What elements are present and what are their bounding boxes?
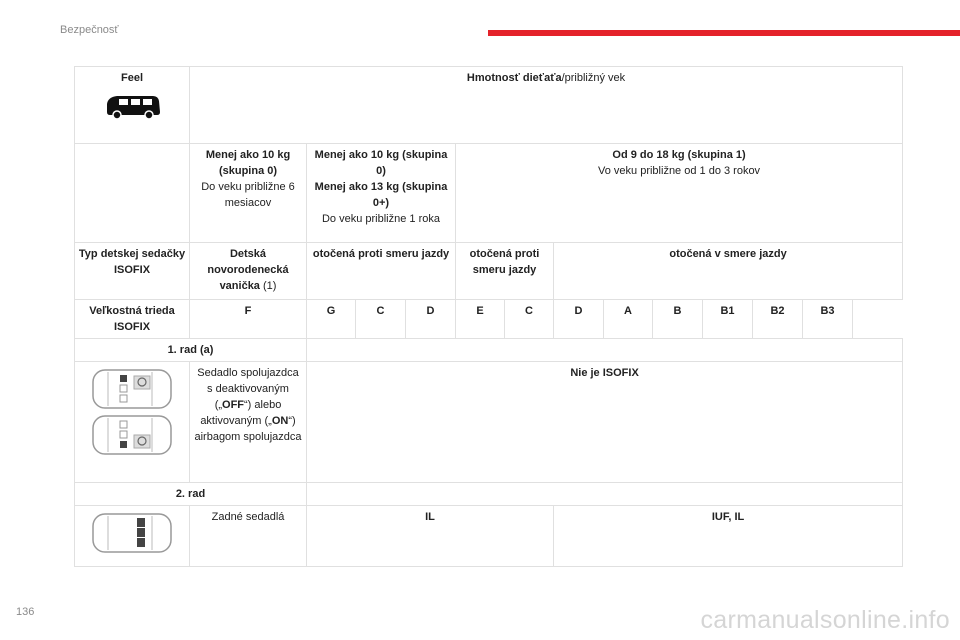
group0-text: Do veku približne 6 mesiacov: [201, 181, 295, 209]
size-class-cell: G: [307, 300, 356, 339]
group1-text: Vo veku približne od 1 do 3 rokov: [598, 165, 761, 177]
weight-header-cell: [190, 67, 903, 144]
model-label: Feel: [120, 72, 143, 84]
front-passenger-seat-on-diagram-icon: [90, 413, 174, 457]
size-class-cell: B2: [753, 300, 803, 339]
empty-cell: [307, 339, 903, 362]
type-forward-facing: otočená v smere jazdy: [554, 243, 903, 300]
size-class-cell: B3: [803, 300, 853, 339]
row1-value: Nie je ISOFIX: [307, 362, 903, 483]
group0p-text: Do veku približne 1 roka: [321, 213, 440, 225]
size-class-label: Veľkostná trieda ISOFIX: [75, 300, 190, 339]
type-rear-facing-a: otočená proti smeru jazdy: [307, 243, 456, 300]
rear-seat-description: Zadné sedadlá: [190, 506, 307, 567]
row2-value-a: IL: [307, 506, 554, 567]
row2-value-b: IUF, IL: [554, 506, 903, 567]
empty-cell: [307, 483, 903, 506]
group0p-bold-a: Menej ako 10 kg (skupina 0): [314, 149, 448, 177]
group1-cell: [456, 144, 903, 243]
front-seat-text-c: “) airbagom spolujazdca: [194, 415, 302, 443]
isofix-compatibility-table: [74, 66, 903, 567]
airbag-off-label: OFF: [222, 399, 245, 411]
airbag-on-label: ON: [271, 415, 289, 427]
rear-seats-diagram-icon: [90, 511, 174, 555]
size-class-cell: D: [554, 300, 604, 339]
header-accent-bar: [488, 30, 960, 36]
group0p-cell: [307, 144, 456, 243]
group0-cell: [190, 144, 307, 243]
model-cell: [75, 67, 190, 144]
type-carrycot: Detská novorodenecká vanička: [207, 248, 289, 292]
front-seat-text-a: Sedadlo spolujazdca s deaktivovaným („: [197, 367, 299, 411]
group0-bold-b: (skupina 0): [218, 165, 278, 177]
group0p-bold-b: Menej ako 13 kg (skupina 0+): [314, 181, 448, 209]
size-class-cell: B: [653, 300, 703, 339]
size-class-cell: A: [604, 300, 653, 339]
page-number: 136: [16, 606, 35, 618]
group1-bold: Od 9 do 18 kg (skupina 1): [612, 149, 746, 161]
section-title: Bezpečnosť: [60, 24, 119, 36]
group0-bold-a: Menej ako 10 kg: [205, 149, 291, 161]
size-class-cell: C: [505, 300, 554, 339]
weight-header-bold: Hmotnosť dieťaťa: [466, 72, 562, 84]
size-class-cell: B1: [703, 300, 753, 339]
size-class-cell: C: [356, 300, 406, 339]
watermark: carmanualsonline.info: [700, 606, 950, 634]
row1-label: 1. rad (a): [75, 339, 307, 362]
weight-header-rest: /približný vek: [561, 72, 626, 84]
van-icon: [101, 92, 163, 122]
size-class-cell: D: [406, 300, 456, 339]
front-passenger-seat-off-diagram-icon: [90, 367, 174, 411]
row2-label: 2. rad: [75, 483, 307, 506]
type-rear-facing-b: otočená proti smeru jazdy: [456, 243, 554, 300]
front-seat-diagrams-cell: [75, 362, 190, 483]
size-class-cell: E: [456, 300, 505, 339]
front-seat-description: [190, 362, 307, 483]
type-label: Typ detskej sedačky ISOFIX: [75, 243, 190, 300]
size-class-cell: F: [190, 300, 307, 339]
empty-cell: [75, 144, 190, 243]
type-carrycot-note: (1): [259, 280, 277, 292]
rear-seat-diagram-cell: [75, 506, 190, 567]
type-carrycot-cell: [190, 243, 307, 300]
front-seat-text-b: “) alebo aktivovaným („: [200, 399, 282, 427]
